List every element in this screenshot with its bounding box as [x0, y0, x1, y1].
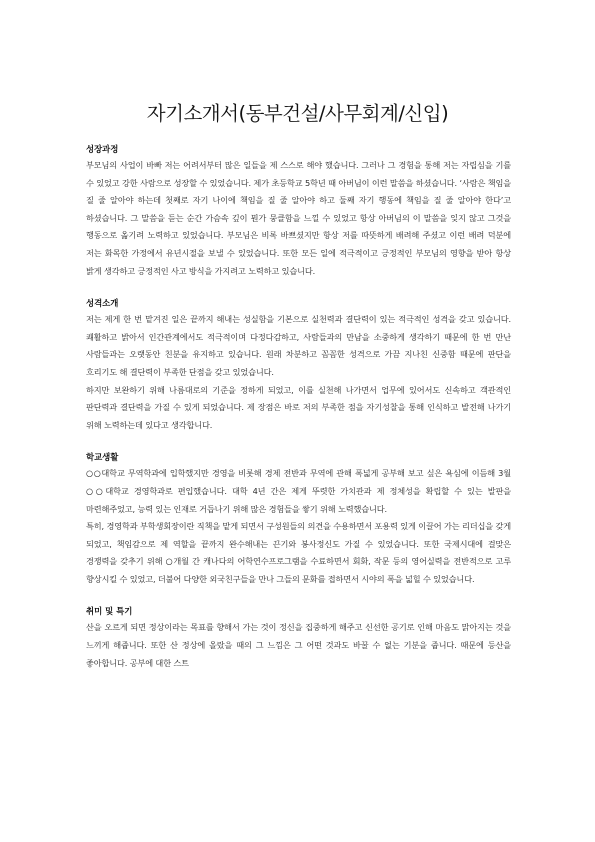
section-heading: 성장과정 — [86, 144, 119, 154]
paragraph: 저는 제게 한 번 맡겨진 일은 끝까지 해내는 성실함을 기본으로 실천력과 결단력이 있는 적극적인 성격을 갖고 있습니다. 쾌활하고 밝아서 인간관계에서도 적극적이며 다정다감하고, 사람들과의 만남을 소중하게 생각하기 때문에 한 번 만난 사람들과는 오랫동안 친분을 유지하고 있습니다. 원래 차분하고 꼼꼼한 성격으로 가끔 지나친 신중함 때문에 판단을 흐리기도 해 결단력이 부족한 단점을 갖고 있었습니다. — [86, 314, 511, 377]
section-growth — [86, 143, 511, 280]
document-title: 자기소개서(동부건설/사무회계/신입) — [146, 102, 449, 125]
document-body — [86, 143, 511, 689]
section-heading: 성격소개 — [86, 298, 119, 309]
section-heading: 학교생활 — [86, 452, 119, 463]
paragraph: 부모님의 사업이 바빠 저는 어려서부터 많은 일들을 제 스스로 해야 했습니다. 그러나 그 경험을 통해 저는 자립심을 기를 수 있었고 강한 사람으로 성장할 수 있었습니다. 제가 초등학교 5학년 때 아버님이 이런 말씀을 하셨습니다. ‘사람은 책임을 질 줄 알아야 하는데 첫째로 자기 나이에 책임을 질 줄 알아야 하고 둘째 자기 행동에 책임을 질 줄 알아야 한다’고 하셨습니다. 그 말씀을 듣는 순간 가슴속 깊이 뭔가 뭉클함을 느낄 수 있었고 항상 아버님의 이 말씀을 잊지 않고 그것을 행동으로 옮기려 노력하고 있었습니다. 부모님은 비록 바쁘셨지만 항상 저를 따뜻하게 배려해 주셨고 이런 배려 덕분에 저는 화목한 가정에서 유년시절을 보낼 수 있었습니다. 또한 모든 일에 적극적이고 긍정적인 부모님의 영향을 받아 항상 밝게 생각하고 긍정적인 사고 방식을 가지려고 노력하고 있습니다. — [86, 160, 511, 276]
paragraph: 하지만 보완하기 위해 나름대로의 기준을 정하게 되었고, 이를 실천해 나가면서 업무에 있어서도 신속하고 객관적인 판단력과 결단력을 가질 수 있게 되었습니다. 제 장점은 바로 저의 부족한 점을 자기성찰을 통해 인식하고 발전해 나가기 위해 노력하는데 있다고 생각합니다. — [86, 384, 511, 430]
paragraph: 산을 오르게 되면 정상이라는 목표를 향해서 가는 것이 정신을 집중하게 해주고 신선한 공기로 인해 마음도 맑아지는 것을 느끼게 해줍니다. 또한 산 정상에 올랐을 때의 그 느낌은 그 어떤 것과도 바꿀 수 없는 기분을 줍니다. 때문에 등산을 좋아합니다. 공부에 대한 스트 — [86, 622, 511, 668]
section-heading: 취미 및 특기 — [86, 606, 133, 617]
section-personality — [86, 297, 511, 434]
section-school-life — [86, 451, 511, 588]
paragraph: ○○대학교 무역학과에 입학했지만 경영을 비롯해 경제 전반과 무역에 관해 폭넓게 공부해 보고 싶은 욕심에 이듬해 3월 ○○대학교 경영학과로 편입했습니다. 대학 4년 간은 제게 뚜렷한 가치관과 제 정체성을 확립할 수 있는 발판을 마련해주었고, 능력 있는 인재로 거듭나기 위해 많은 경험들을 쌓기 위해 노력했습니다. — [86, 468, 511, 514]
paragraph: 특히, 경영학과 부학생회장이란 직책을 맡게 되면서 구성원들의 의견을 수용하면서 포용력 있게 이끌어 가는 리더십을 갖게 되었고, 책임감으로 제 역할을 끝까지 완수해내는 끈기와 봉사정신도 가질 수 있었습니다. 또한 국제시대에 걸맞은 경쟁력을 갖추기 위해 ○개월 간 캐나다의 어학연수프로그램을 수료하면서 회화, 작문 등의 영어실력을 전반적으로 고루 향상시킬 수 있었고, 더불어 다양한 외국친구들을 만나 그들의 문화를 접하면서 시야의 폭을 넓힐 수 있었습니다. — [86, 521, 511, 584]
section-hobbies — [86, 605, 511, 672]
